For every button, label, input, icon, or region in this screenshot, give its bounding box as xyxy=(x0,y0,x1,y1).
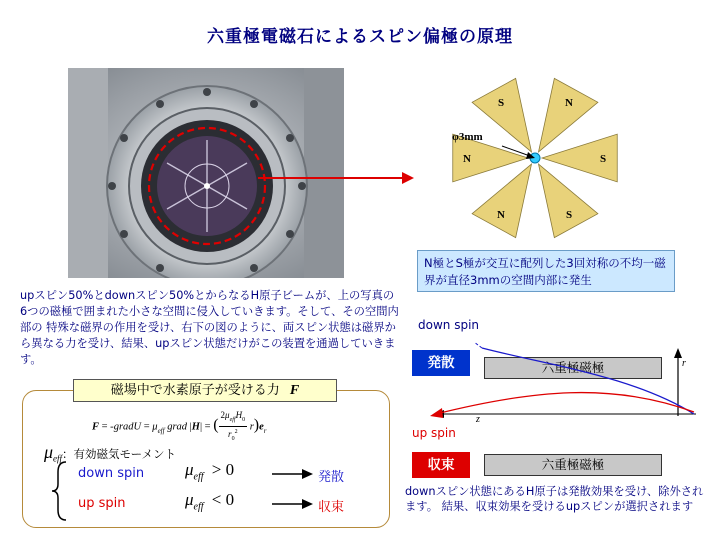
axis-z-label: z xyxy=(476,414,480,425)
down-spin-result: 発散 xyxy=(318,470,345,485)
axis-r-label: r xyxy=(682,358,686,369)
formula-heading-text: 磁場中で水素原子が受ける力 xyxy=(110,383,280,398)
magnet-top: 六重極磁極 xyxy=(484,357,662,379)
up-spin-relation: $\mu_{eff} < 0$ xyxy=(185,490,235,513)
pole-wedge xyxy=(539,164,598,238)
down-spin-label: down spin xyxy=(78,466,145,481)
description-text: upスピン50%とdownスピン50%とからなるH原子ビームが、上の写真の6つの磁極で囲まれた小さな空間に侵入していきます。そして、その空間内部の 特殊な磁界の作用を受け、右下の図のように、両スピン状態は磁界から異なる力を受け、結果、upスピン状態だけがこの装置を通過していきます。 xyxy=(20,289,399,366)
caption-box xyxy=(417,250,675,292)
up-spin-result: 収束 xyxy=(318,500,345,515)
traj-up-label: up spin xyxy=(412,426,456,440)
pole-label: S xyxy=(497,97,505,110)
bottom-description: downスピン状態にあるH原子は発散効果を受け、除外されます。 結果、収束効果を受けるupスピンが選択されます xyxy=(405,485,704,513)
pole-label: N xyxy=(463,153,471,165)
formula-heading-symbol: F xyxy=(289,383,300,398)
force-formula: F = -gradU = $\mu_{eff}$ grad |H| = ( $2\mu_{eff}H_0$ $r_0^2$ $r)e_r$ xyxy=(92,410,267,442)
pole-wedge xyxy=(539,78,598,152)
traj-down-label: down spin xyxy=(418,318,480,332)
up-arrow-icon xyxy=(272,498,314,510)
pole-label: S xyxy=(599,153,607,165)
formula-heading xyxy=(73,379,337,402)
down-spin-relation: $\mu_{eff} > 0$ xyxy=(185,460,235,483)
caption-text: N極とS極が交互に配列した3回対称の不均一磁界が直径3mmの空間内部に発生 xyxy=(424,256,666,287)
pointer-arrow xyxy=(256,168,416,188)
converge-tag: 収束 xyxy=(412,452,470,478)
magnet-bottom: 六重極磁極 xyxy=(484,454,662,476)
up-spin-label: up spin xyxy=(78,496,126,511)
pole-label: N xyxy=(497,208,505,221)
diameter-label: φ3mm xyxy=(452,131,483,143)
diverge-tag: 発散 xyxy=(412,350,470,376)
pole-label: N xyxy=(565,97,573,110)
brace-icon xyxy=(50,460,70,522)
pole-label: S xyxy=(565,208,573,221)
mu-definition: $\mu_{eff}$：有効磁気モーメント xyxy=(44,442,177,464)
page-title: 六重極電磁石によるスピン偏極の原理 xyxy=(207,27,513,47)
trajectory-plot xyxy=(412,336,708,446)
down-arrow-icon xyxy=(272,468,314,480)
mu-definition-text: ：有効磁気モーメント xyxy=(62,447,177,461)
pole-wedge xyxy=(472,164,531,238)
hexapole-diagram xyxy=(440,72,640,250)
